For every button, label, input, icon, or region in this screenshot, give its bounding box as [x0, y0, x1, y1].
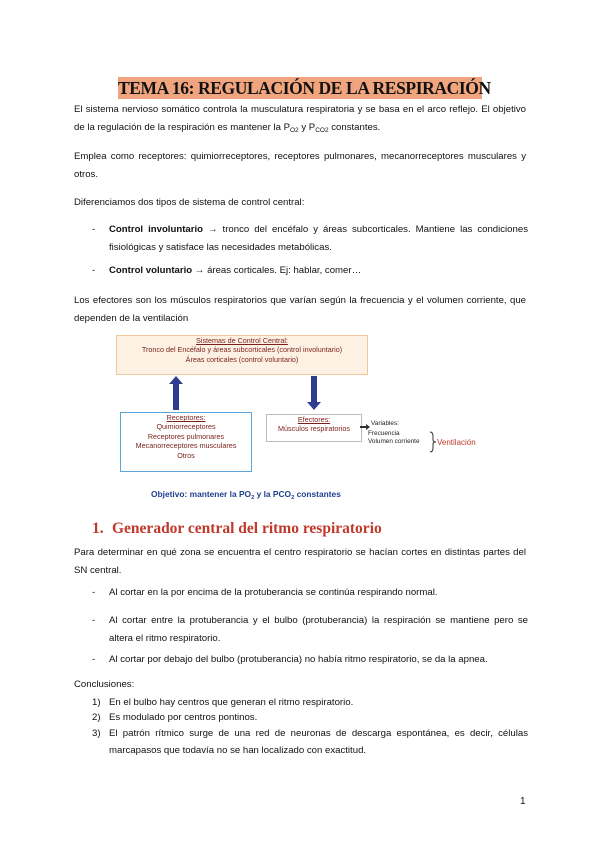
list-dash: -	[92, 587, 96, 598]
page-title-text: TEMA 16: REGULACIÓN DE LA RESPIRACIÓN	[118, 78, 491, 98]
central-control-line1: Tronco del Encéfalo y áreas subcorticales (control involuntario)	[141, 345, 343, 355]
list-item-text: Al cortar por debajo del bulbo (protuberancia) no había ritmo respiratorio, se da la apnea.	[109, 654, 488, 665]
section-heading	[92, 520, 382, 538]
variables-label: Variables:	[371, 420, 399, 427]
list-item	[92, 262, 528, 280]
list-item-bold: Control voluntario	[109, 265, 193, 276]
conclusion-number: 2)	[92, 712, 101, 723]
objective-text-a: Objetivo: mantener la PO	[151, 489, 252, 499]
conclusion-text: Es modulado por centros pontinos.	[109, 712, 258, 723]
intro-sub-o2: O2	[290, 127, 299, 134]
objective-label	[151, 489, 341, 501]
intro-text-c: constantes.	[328, 122, 381, 133]
effectors-title: Efectores:	[297, 415, 331, 424]
list-item-text: Al cortar entre la protuberancia y el bulbo (protuberancia) la respiración se mantiene pero se altera el ritmo respiratorio.	[109, 615, 528, 644]
receptor-item: Otros	[177, 450, 195, 460]
list-item-text	[109, 262, 528, 280]
receptor-item: Mecanorreceptores musculares	[135, 441, 237, 451]
list-item-body: → áreas corticales. Ej: hablar, comer…	[192, 265, 362, 276]
brace-icon	[429, 431, 437, 453]
section-number: 1.	[92, 520, 104, 537]
conclusion-text: El patrón rítmico surge de una red de neuronas de descarga espontánea, es decir, células marcapasos que todavía no se han localizado con exactitud.	[109, 728, 528, 756]
list-item	[92, 221, 528, 257]
receptors-title: Receptores:	[166, 413, 206, 422]
variable-tidal-volume: Volumen corriente	[368, 438, 420, 445]
effectors-line1: Músculos respiratorios	[278, 424, 350, 434]
receptor-item: Receptores pulmonares	[147, 431, 225, 441]
list-dash: -	[92, 654, 96, 665]
intro-sub-co2: CO2	[315, 127, 329, 134]
ventilation-label: Ventilación	[437, 438, 476, 447]
section-intro: Para determinar en qué zona se encuentra el centro respiratorio se hacían cortes en distintas partes del SN central.	[74, 547, 526, 576]
list-dash: -	[92, 224, 96, 235]
receptor-item: Quimiorreceptores	[156, 422, 216, 432]
objective-text-b: y la PCO	[254, 489, 292, 499]
central-control-title: Sistemas de Control Central:	[196, 336, 288, 345]
intro-text-b: y P	[298, 122, 316, 133]
list-item-bold: Control involuntario	[109, 224, 203, 235]
conclusion-text: En el bulbo hay centros que generan el ritmo respiratorio.	[109, 697, 354, 708]
list-item	[92, 612, 528, 648]
list-item	[92, 651, 528, 669]
conclusion-number: 1)	[92, 697, 101, 708]
variable-frequency: Frecuencia	[368, 430, 400, 437]
list-item-text	[109, 221, 528, 257]
page-title	[118, 77, 491, 99]
receptors-paragraph: Emplea como receptores: quimiorreceptores, receptores pulmonares, mecanorreceptores musculares y otros.	[74, 151, 526, 180]
receptors-box	[120, 412, 252, 472]
conclusion-number: 3)	[92, 728, 101, 739]
effectors-box	[266, 414, 362, 442]
list-item	[92, 584, 528, 602]
list-dash: -	[92, 265, 96, 276]
effectors-paragraph: Los efectores son los músculos respiratorios que varían según la frecuencia y el volumen corriente, que dependen de la ventilación	[74, 295, 526, 324]
list-dash: -	[92, 615, 96, 626]
up-arrow-icon	[169, 376, 183, 410]
objective-sub: 2	[291, 495, 295, 501]
list-item-text: Al cortar en la por encima de la protuberancia se continúa respirando normal.	[109, 587, 438, 598]
intro-paragraph	[74, 101, 526, 140]
central-control-line2: Áreas corticales (control voluntario)	[185, 354, 299, 364]
objective-sub: 2	[251, 495, 255, 501]
objective-text-c: constantes	[294, 489, 341, 499]
central-control-box	[116, 335, 368, 375]
section-heading-text: Generador central del ritmo respiratorio	[112, 520, 382, 537]
down-arrow-icon	[307, 376, 321, 410]
intro-text-a: El sistema nervioso somático controla la musculatura respiratoria y se basa en el arco reflejo. El objetivo de la regulación de la respiración es mantener la P	[74, 104, 526, 133]
control-intro: Diferenciamos dos tipos de sistema de control central:	[74, 197, 305, 208]
list-item-body: → tronco del encéfalo y áreas subcorticales. Mantiene las condiciones fisiológicas y satisface las necesidades metabólicas.	[109, 224, 528, 253]
conclusions-label: Conclusiones:	[74, 679, 135, 690]
page-number: 1	[520, 796, 526, 807]
control-diagram	[114, 332, 486, 508]
